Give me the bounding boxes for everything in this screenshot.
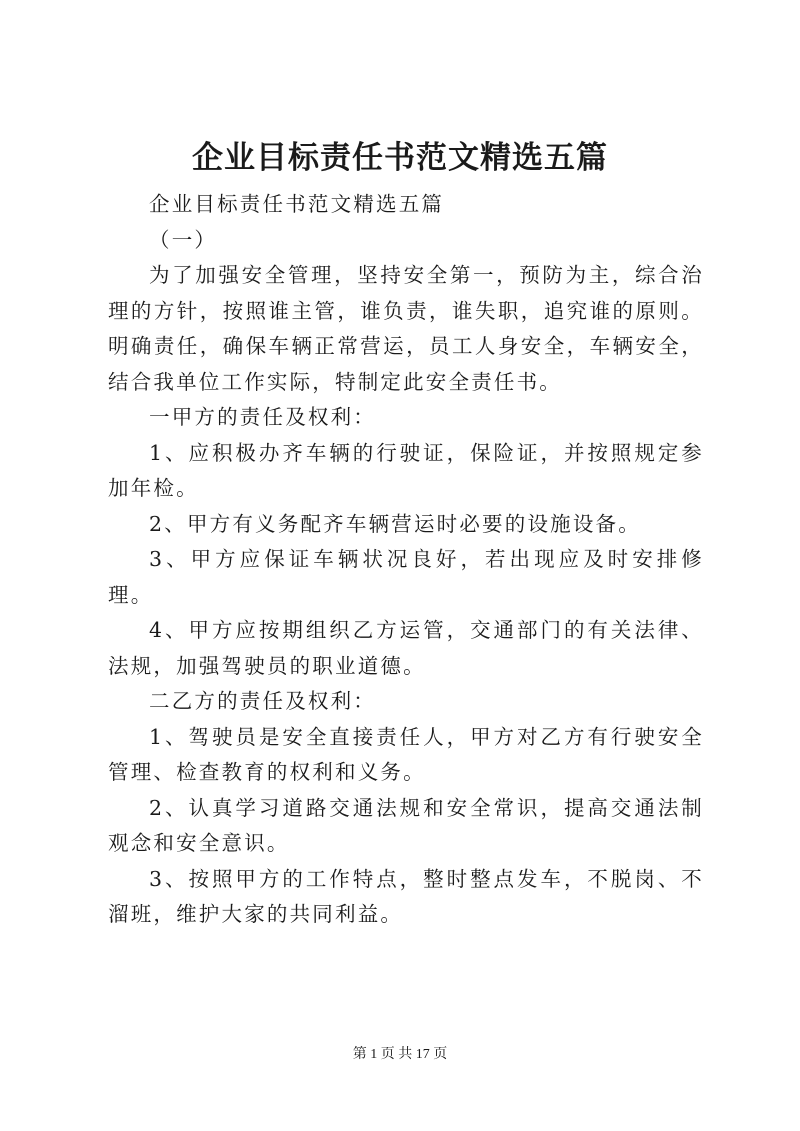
party-a-item-2: 2、甲方有义务配齐车辆营运时必要的设施设备。 (149, 511, 641, 536)
party-b-item-2: 2、认真学习道路交通法规和安全常识，提高交通法制观念和安全意识。 (108, 795, 704, 855)
subtitle-paragraph: 企业目标责任书范文精选五篇 (149, 192, 445, 216)
document-title: 企业目标责任书范文精选五篇 (192, 140, 608, 176)
party-b-item-1: 1、驾驶员是安全直接责任人，甲方对乙方有行驶安全管理、检查教育的权利和义务。 (108, 724, 704, 784)
party-a-heading: 一甲方的责任及权利： (149, 405, 376, 429)
page-footer: 第 1 页 共 17 页 (352, 1047, 448, 1062)
document-body (108, 187, 704, 933)
intro-paragraph: 为了加强安全管理，坚持安全第一，预防为主，综合治理的方针，按照谁主管，谁负责，谁失职，追究谁的原则。明确责任，确保车辆正常营运，员工人身安全，车辆安全，结合我单位工作实际，特制定此安全责任书。 (108, 263, 704, 394)
party-a-item-4: 4、甲方应按期组织乙方运管，交通部门的有关法律、法规，加强驾驶员的职业道德。 (108, 618, 704, 678)
section-number: （一） (149, 227, 218, 252)
party-b-item-3: 3、按照甲方的工作特点，整时整点发车，不脱岗、不溜班，维护大家的共同利益。 (108, 866, 704, 926)
party-a-item-3: 3、甲方应保证车辆状况良好，若出现应及时安排修理。 (108, 547, 704, 607)
party-b-heading: 二乙方的责任及权利： (149, 689, 376, 713)
party-a-item-1: 1、应积极办齐车辆的行驶证，保险证，并按照规定参加年检。 (108, 440, 704, 500)
